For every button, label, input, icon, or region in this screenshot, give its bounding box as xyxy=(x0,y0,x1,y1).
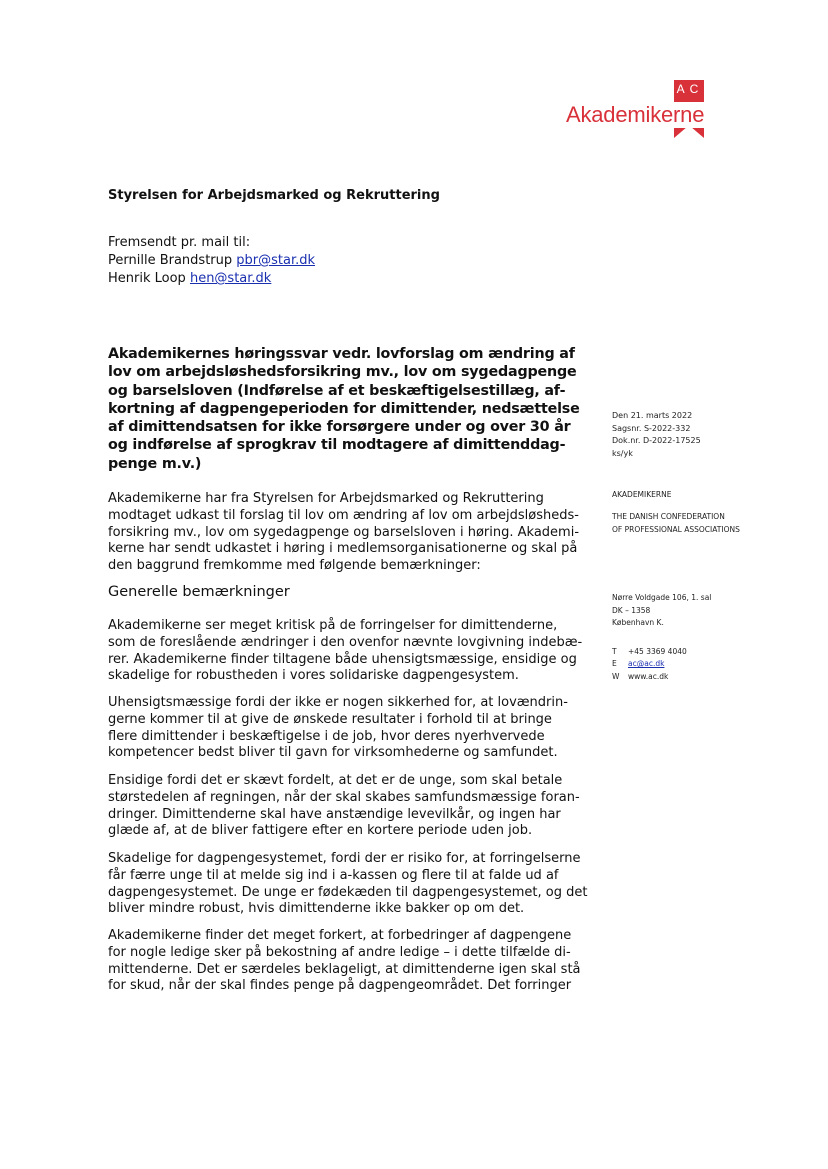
text-line: rer. Akademikerne finder tiltagene både uhensigtsmæssige, ensidige og xyxy=(108,651,577,667)
title-line: og barselsloven (Indførelse af et beskæftigelsestillæg, af- xyxy=(108,382,566,399)
org-line-2: OF PROFESSIONAL ASSOCIATIONS xyxy=(612,525,740,534)
text-line: Akademikerne har fra Styrelsen for Arbejdsmarked og Rekruttering xyxy=(108,491,544,506)
text-line: får færre unge til at melde sig ind i a-kassen og flere til at falde ud af xyxy=(108,867,559,883)
text-line: som de foreslående ændringer i den ovenfor nævnte lovgivning indebæ- xyxy=(108,634,583,650)
org-short: AKADEMIKERNE xyxy=(612,490,672,499)
paragraph-6 xyxy=(108,928,581,995)
text-line: kerne har sendt udkastet i høring i medlemsorganisationerne og skal på xyxy=(108,541,578,557)
address-zip: DK – 1358 xyxy=(612,605,651,615)
address-street: Nørre Voldgade 106, 1. sal xyxy=(612,593,712,602)
sent-block xyxy=(108,234,315,288)
address-block xyxy=(612,592,711,683)
text-line: flere dimittender i beskæftigelse i de job, hvor deres nyerhvervede xyxy=(108,728,545,744)
document-meta xyxy=(612,410,701,460)
address-email-row xyxy=(612,658,711,671)
sent-person-2 xyxy=(108,270,315,288)
section-heading: Generelle bemærkninger xyxy=(108,584,290,600)
address-city: København K. xyxy=(612,618,664,627)
address-phone-row xyxy=(612,646,711,659)
paragraph-3 xyxy=(108,695,578,762)
paragraph-5 xyxy=(108,851,588,918)
title-line: lov om arbejdsløshedsforsikring mv., lov om sygedagpenge xyxy=(108,364,577,381)
text-line: mittenderne. Det er særdeles beklageligt, at dimittenderne igen skal stå xyxy=(108,961,581,977)
person2-email-link[interactable]: hen@star.dk xyxy=(189,271,272,286)
text-line: modtaget udkast til forslag til lov om ændring af lov om arbejdsløsheds- xyxy=(108,507,579,523)
paragraph-intro xyxy=(108,491,578,575)
title-line: og indførelse af sprogkrav til modtagere af dimittenddag- xyxy=(108,437,566,454)
text-line: Skadelige for dagpengesystemet, fordi der er risiko for, at forringelserne xyxy=(108,851,581,866)
person1-name: Pernille Brandstrup xyxy=(108,253,233,268)
title-line: af dimittendsatsen for ikke forsørgere under og over 30 år xyxy=(108,419,571,436)
phone-label: T xyxy=(612,646,617,656)
paragraph-4 xyxy=(108,773,578,840)
text-line: for skud, når der skal findes penge på dagpengeområdet. Det forringer xyxy=(108,978,572,994)
sent-intro: Fremsendt pr. mail til: xyxy=(108,235,251,250)
text-line: Akademikerne ser meget kritisk på de forringelser for dimittenderne, xyxy=(108,618,558,633)
paragraph-2 xyxy=(108,618,583,685)
email-label: E xyxy=(612,659,617,668)
document-title xyxy=(108,345,586,473)
title-line: kortning af dagpengeperioden for dimittender, nedsættelse xyxy=(108,400,580,417)
person2-name: Henrik Loop xyxy=(108,271,186,286)
org-line-1: THE DANISH CONFEDERATION xyxy=(612,512,725,521)
org-block xyxy=(612,488,740,536)
text-line: dagpengesystemet. De unge er fødekæden til dagpengesystemet, og det xyxy=(108,884,588,900)
text-line: dringer. Dimittenderne skal have anstændige levevilkår, og ingen har xyxy=(108,806,561,822)
meta-initials: ks/yk xyxy=(612,448,633,458)
sent-person-1 xyxy=(108,252,315,270)
text-line: gerne kommer til at give de ønskede resultater i forhold til at bringe xyxy=(108,711,552,727)
text-line: Uhensigtsmæssige fordi der ikke er nogen sikkerhed for, at lovændrin- xyxy=(108,695,568,710)
text-line: størstedelen af regningen, når der skal skabes samfundsmæssige foran- xyxy=(108,789,580,805)
text-line: den baggrund fremkomme med følgende bemærkninger: xyxy=(108,558,481,574)
logo-name: Akademikerne xyxy=(566,102,708,128)
text-line: forsikring mv., lov om sygedagpenge og barselsloven i høring. Akademi- xyxy=(108,524,580,540)
text-line: glæde af, at de bliver fattigere efter en kortere periode uden job. xyxy=(108,823,533,839)
akademikerne-logo xyxy=(566,80,746,142)
title-line: penge m.v.) xyxy=(108,455,202,472)
text-line: kompetencer bedst bliver til gavn for virksomhederne og samfundet. xyxy=(108,745,558,761)
text-line: bliver mindre robust, hvis dimittenderne ikke bakker op om det. xyxy=(108,901,525,917)
person1-email-link[interactable]: pbr@star.dk xyxy=(236,253,316,268)
phone-value: +45 3369 4040 xyxy=(628,646,687,656)
recipient: Styrelsen for Arbejdsmarked og Rekruttering xyxy=(108,188,440,203)
web-label: W xyxy=(612,671,620,681)
email-link[interactable]: ac@ac.dk xyxy=(628,659,665,668)
meta-date: Den 21. marts 2022 xyxy=(612,411,693,420)
meta-sagsnr: Sagsnr. S-2022-332 xyxy=(612,423,691,433)
text-line: Ensidige fordi det er skævt fordelt, at det er de unge, som skal betale xyxy=(108,773,563,788)
text-line: for nogle ledige sker på bekostning af andre ledige – i dette tilfælde di- xyxy=(108,944,571,960)
address-web-row xyxy=(612,671,711,684)
meta-doknr: Dok.nr. D-2022-17525 xyxy=(612,436,701,445)
logo-ac: AC xyxy=(676,82,704,96)
text-line: skadelige for robustheden i vores solidariske dagpengesystem. xyxy=(108,668,519,684)
web-value: www.ac.dk xyxy=(628,671,669,681)
title-line: Akademikernes høringssvar vedr. lovforslag om ændring af xyxy=(108,346,575,362)
text-line: Akademikerne finder det meget forkert, at forbedringer af dagpengene xyxy=(108,928,572,943)
